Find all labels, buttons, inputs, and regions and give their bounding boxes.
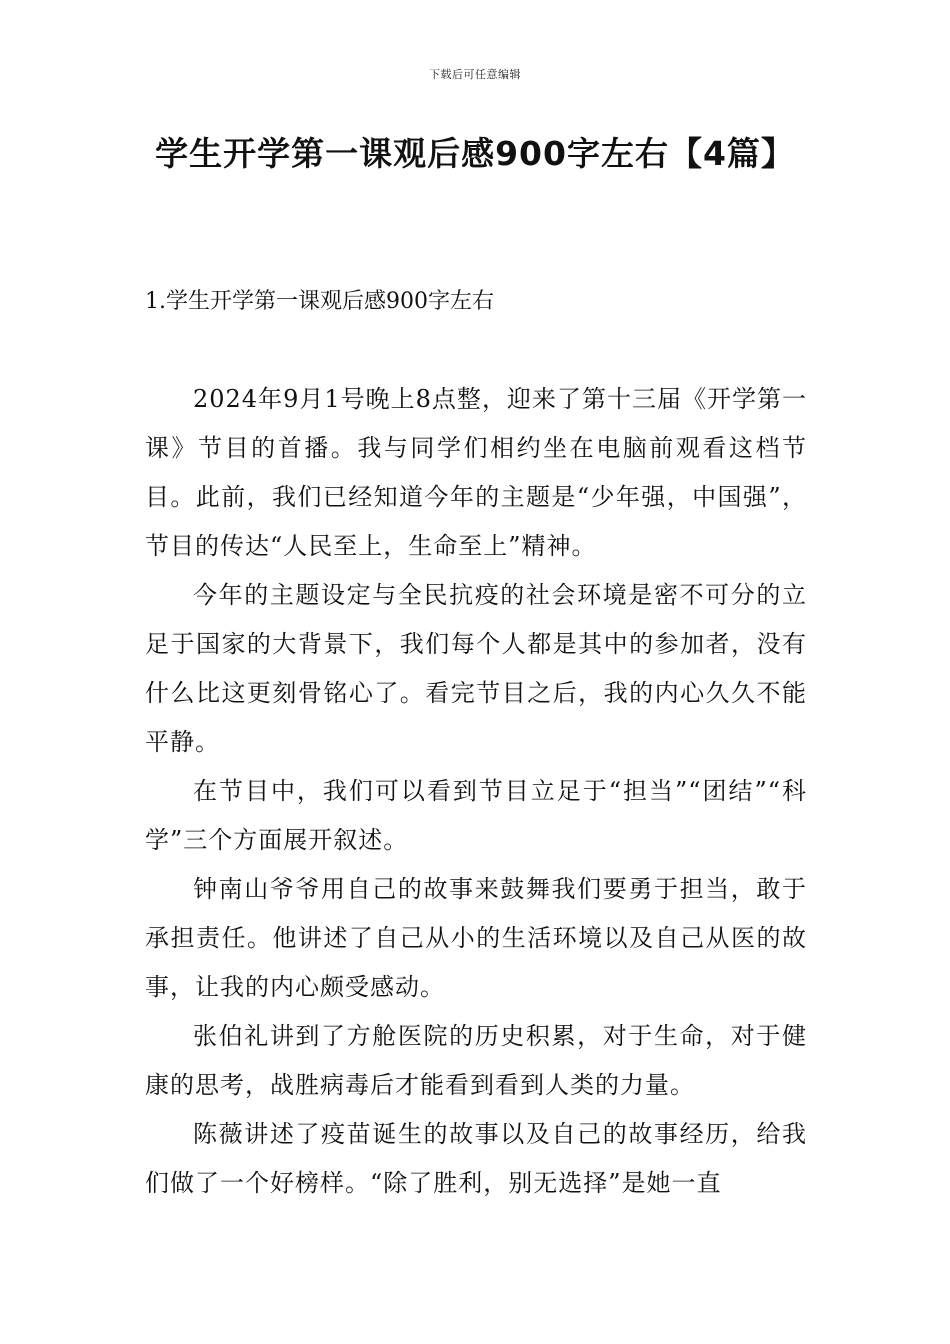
document-title: 学生开学第一课观后感900字左右【4篇】: [155, 134, 795, 173]
section-heading: 1.学生开学第一课观后感900字左右: [145, 289, 494, 314]
paragraph: 2024年9月1号晚上8点整，迎来了第十三届《开学第一课》节目的首播。我与同学们相约坐在电脑前观看这档节目。此前，我们已经知道今年的主题是“少年强，中国强”，节目的传达“人民至上，生命至上”精神。: [145, 385, 807, 560]
paragraph: 陈薇讲述了疫苗诞生的故事以及自己的故事经历，给我们做了一个好榜样。“除了胜利，别无选择”是她一直: [145, 1120, 807, 1197]
paragraph: 在节目中，我们可以看到节目立足于“担当”“团结”“科学”三个方面展开叙述。: [145, 777, 807, 854]
body-text: [145, 375, 807, 1208]
header-note: 下载后可任意编辑: [429, 68, 521, 81]
paragraph: 钟南山爷爷用自己的故事来鼓舞我们要勇于担当，敢于承担责任。他讲述了自己从小的生活环境以及自己从医的故事，让我的内心颇受感动。: [145, 875, 807, 1001]
paragraph: 今年的主题设定与全民抗疫的社会环境是密不可分的立足于国家的大背景下，我们每个人都是其中的参加者，没有什么比这更刻骨铭心了。看完节目之后，我的内心久久不能平静。: [145, 581, 807, 756]
paragraph: 张伯礼讲到了方舱医院的历史积累，对于生命，对于健康的思考，战胜病毒后才能看到看到人类的力量。: [145, 1022, 807, 1099]
